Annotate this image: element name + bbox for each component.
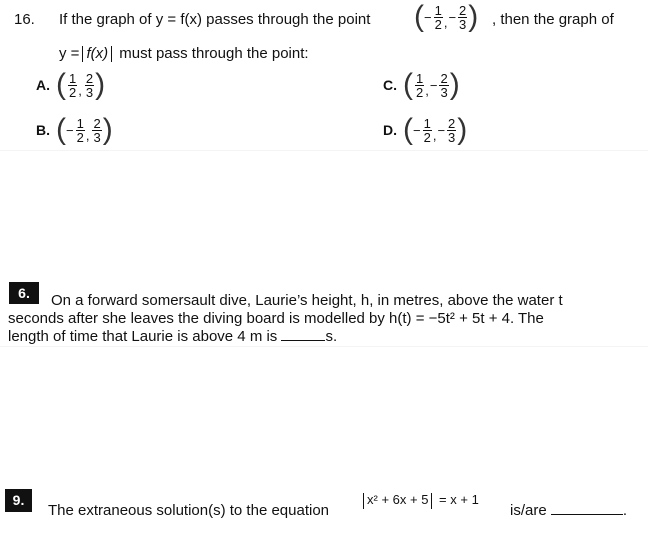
point-y-denominator: 3 <box>459 16 467 32</box>
y-equals: y = <box>59 45 80 62</box>
open-paren: ( <box>414 0 424 33</box>
numerator: 1 <box>416 70 424 86</box>
close-paren: ) <box>457 113 468 146</box>
abs-bar-right <box>431 493 432 509</box>
numerator: 1 <box>69 70 77 86</box>
question-16-line2 <box>59 45 309 63</box>
option-b[interactable] <box>36 115 113 145</box>
close-paren: ) <box>95 68 106 101</box>
option-c[interactable] <box>383 70 460 100</box>
question-9-end <box>510 502 627 520</box>
question-6-line1: On a forward somersault dive, Laurie’s height, h, in metres, above the water t <box>51 292 563 309</box>
option-a[interactable] <box>36 70 105 100</box>
numerator: 1 <box>76 115 84 131</box>
question-6-line3 <box>8 328 337 346</box>
option-b-y-fraction <box>92 117 101 144</box>
point-y-sign: − <box>448 9 457 25</box>
point-x-denominator: 2 <box>434 16 442 32</box>
question-6-unit: s. <box>325 328 338 345</box>
question-16-given-point <box>414 2 478 32</box>
option-a-x-fraction <box>68 72 77 99</box>
numerator: 2 <box>440 70 448 86</box>
denominator: 2 <box>76 129 84 145</box>
close-paren: ) <box>468 0 479 33</box>
question-9-text: The extraneous solution(s) to the equation <box>48 502 330 519</box>
denominator: 3 <box>93 129 101 145</box>
denominator: 3 <box>85 84 94 100</box>
option-d[interactable] <box>383 115 467 145</box>
close-paren: ) <box>102 113 113 146</box>
open-paren: ( <box>56 68 66 101</box>
denominator: 2 <box>423 129 431 145</box>
denominator: 2 <box>69 84 77 100</box>
answer-blank[interactable] <box>551 514 623 515</box>
equation-inner: x² + 6x + 5 <box>367 492 429 507</box>
abs-bar-left <box>82 46 83 62</box>
option-a-label: A. <box>36 77 50 93</box>
equation-right: = x + 1 <box>439 492 479 507</box>
section-divider <box>0 150 648 151</box>
abs-bar-left <box>363 493 364 509</box>
option-c-label: C. <box>383 77 397 93</box>
comma: , <box>425 83 429 98</box>
period: . <box>622 502 628 519</box>
option-b-label: B. <box>36 122 50 138</box>
question-6-line2: seconds after she leaves the diving board is modelled by h(t) = −5t² + 5t + 4. The <box>8 310 544 327</box>
point-x-sign: − <box>424 9 432 25</box>
question-6-number-badge: 6. <box>9 282 39 304</box>
option-b-x-sign: − <box>66 122 74 138</box>
point-y-numerator: 2 <box>459 2 467 18</box>
numerator: 1 <box>423 115 431 131</box>
comma: , <box>78 83 82 98</box>
option-a-y-fraction <box>85 72 94 99</box>
is-are-text: is/are <box>510 502 547 519</box>
line2-text: must pass through the point: <box>119 45 309 62</box>
option-d-x-fraction <box>423 117 432 144</box>
abs-bar-right <box>111 46 112 62</box>
option-d-y-sign: − <box>437 122 446 138</box>
open-paren: ( <box>403 68 413 101</box>
numerator: 2 <box>448 115 456 131</box>
question-16-number: 16. <box>14 11 35 28</box>
point-comma: , <box>443 15 448 30</box>
option-d-y-fraction <box>447 117 456 144</box>
question-9-number-badge: 9. <box>5 489 32 512</box>
numerator: 2 <box>93 115 101 131</box>
denominator: 2 <box>416 84 424 100</box>
point-x-fraction <box>434 4 443 31</box>
option-d-label: D. <box>383 122 397 138</box>
option-c-x-fraction <box>415 72 424 99</box>
open-paren: ( <box>56 113 66 146</box>
question-16-line1-end: , then the graph of <box>492 11 614 28</box>
option-c-y-sign: − <box>429 77 438 93</box>
section-divider <box>0 346 648 347</box>
denominator: 3 <box>448 129 456 145</box>
close-paren: ) <box>449 68 460 101</box>
question-9-equation <box>362 492 479 509</box>
question-6-line3-text: length of time that Laurie is above 4 m is <box>8 328 278 345</box>
denominator: 3 <box>440 84 448 100</box>
numerator: 2 <box>85 70 94 86</box>
option-b-x-fraction <box>76 117 85 144</box>
comma: , <box>432 128 437 143</box>
option-d-x-sign: − <box>413 122 421 138</box>
point-x-numerator: 1 <box>434 2 442 18</box>
question-16-line1-text: If the graph of y = f(x) passes through the point <box>59 11 371 28</box>
open-paren: ( <box>403 113 413 146</box>
point-y-fraction <box>458 4 467 31</box>
fx-text: f(x) <box>86 45 109 62</box>
answer-blank[interactable] <box>281 340 325 341</box>
comma: , <box>85 128 90 143</box>
option-c-y-fraction <box>439 72 448 99</box>
